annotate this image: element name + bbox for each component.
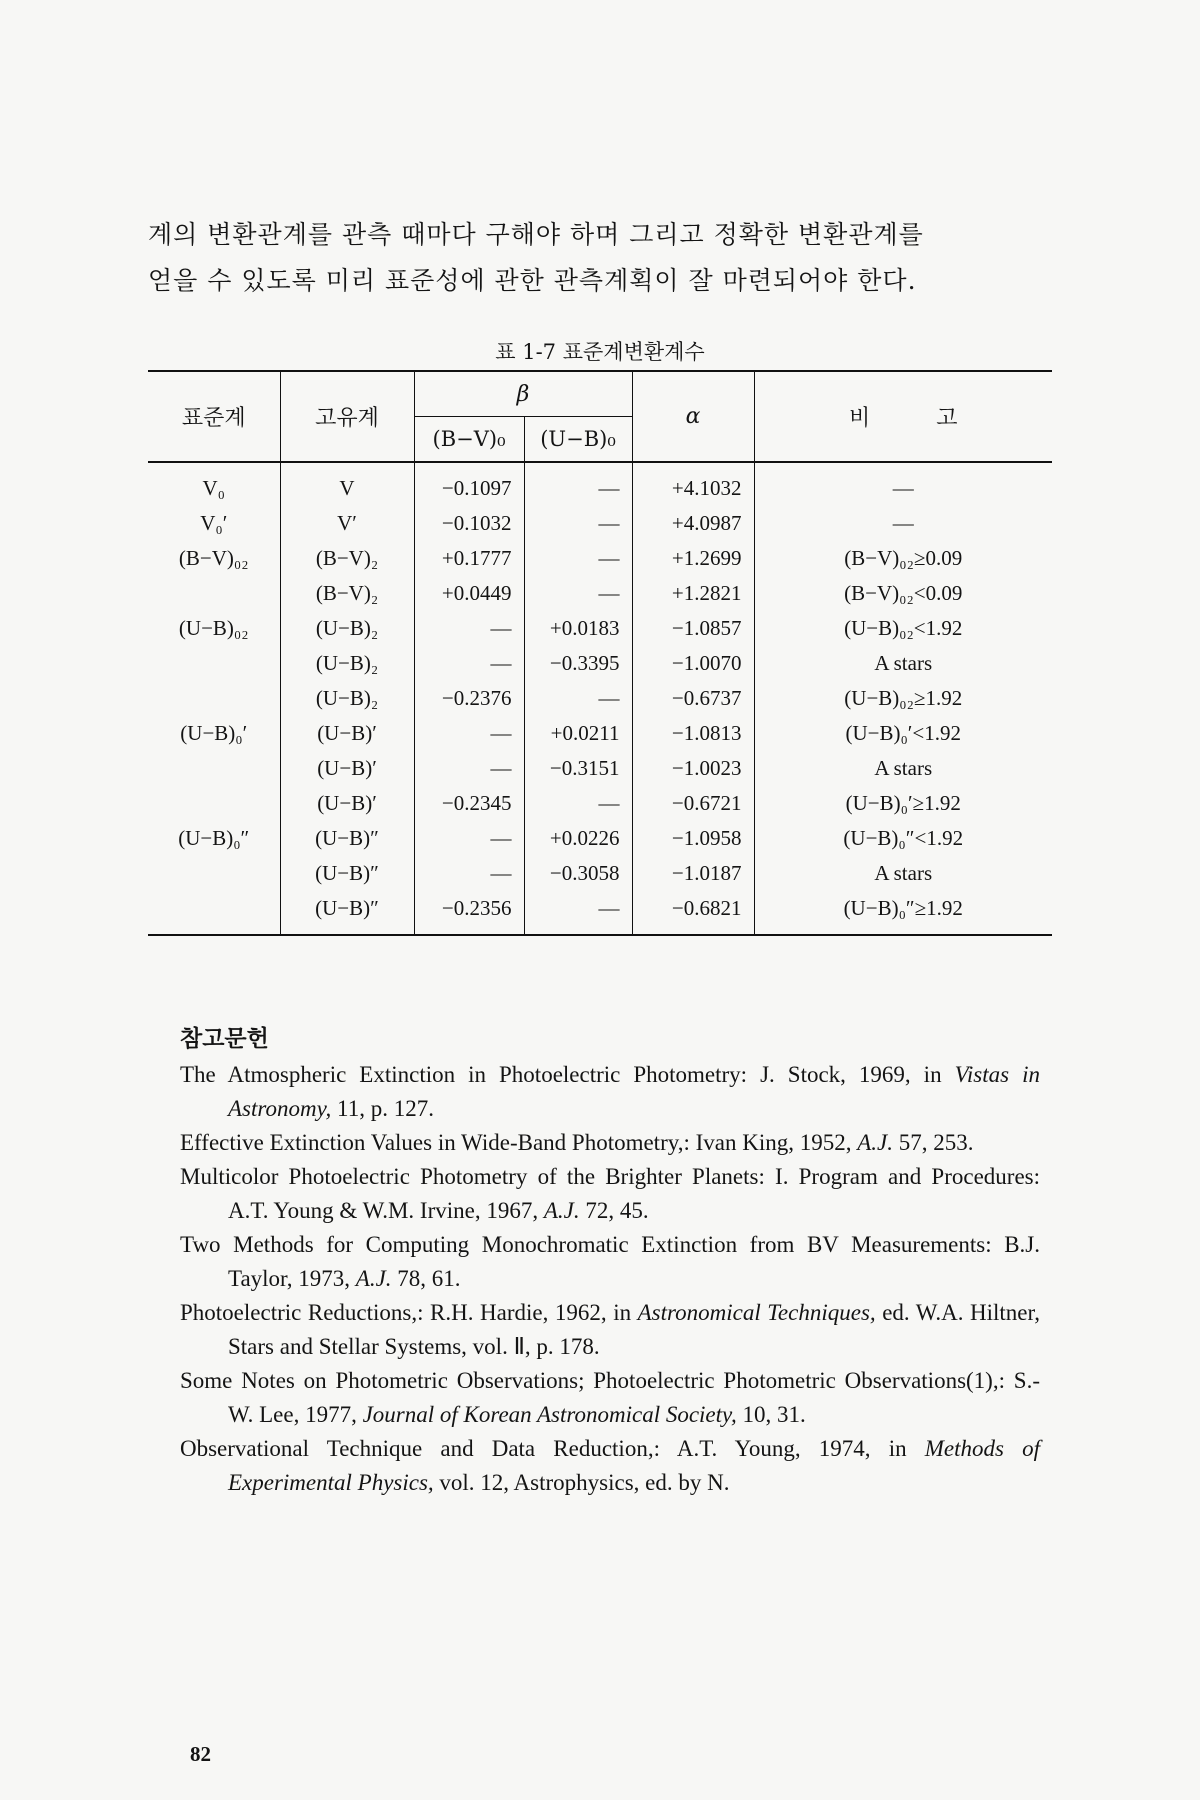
cell-alpha: +4.0987 xyxy=(632,506,754,541)
reference-text: 78, 61. xyxy=(391,1266,461,1291)
cell-beta-ub: −0.3151 xyxy=(524,751,632,786)
reference-text: ed. W.A. Hiltner, Stars and Stellar Systems, vol. Ⅱ, p. 178. xyxy=(228,1300,1040,1359)
cell-alpha: −1.0958 xyxy=(632,821,754,856)
cell-beta-bv: — xyxy=(414,751,524,786)
cell-alpha: +1.2821 xyxy=(632,576,754,611)
reference-text: Journal of Korean Astronomical Society, xyxy=(362,1402,737,1427)
reference-text: Two Methods for Computing Monochromatic Extinction from BV Measurements: B.J. Taylor, 1973, xyxy=(180,1232,1040,1291)
cell-remarks: A stars xyxy=(754,751,1052,786)
cell-instrumental: (U−B)₂ xyxy=(280,611,414,646)
cell-alpha: −1.0187 xyxy=(632,856,754,891)
table-row xyxy=(148,856,1052,891)
table-row xyxy=(148,681,1052,716)
reference-text: A.J. xyxy=(857,1130,894,1155)
conversion-table xyxy=(148,370,1052,936)
table-body xyxy=(148,462,1052,934)
reference-item xyxy=(180,1432,1040,1500)
reference-text: 72, 45. xyxy=(579,1198,649,1223)
cell-beta-bv: +0.0449 xyxy=(414,576,524,611)
cell-beta-ub: — xyxy=(524,681,632,716)
cell-standard xyxy=(148,576,280,611)
reference-text: Photoelectric Reductions,: R.H. Hardie, 1962, in xyxy=(180,1300,638,1325)
header-remarks: 비 고 xyxy=(754,372,1052,462)
cell-remarks: (B−V)₀₂≥0.09 xyxy=(754,541,1052,576)
reference-text: 11, p. 127. xyxy=(331,1096,434,1121)
cell-instrumental: (U−B)″ xyxy=(280,856,414,891)
cell-alpha: +4.1032 xyxy=(632,462,754,506)
table-row xyxy=(148,786,1052,821)
cell-remarks: — xyxy=(754,506,1052,541)
cell-remarks: (U−B)₀₂<1.92 xyxy=(754,611,1052,646)
cell-beta-bv: — xyxy=(414,856,524,891)
cell-beta-ub: — xyxy=(524,506,632,541)
reference-text: 10, 31. xyxy=(736,1402,806,1427)
cell-standard: (U−B)₀″ xyxy=(178,826,250,850)
cell-beta-bv: — xyxy=(414,821,524,856)
cell-remarks: (U−B)₀″≥1.92 xyxy=(754,891,1052,934)
cell-beta-bv: — xyxy=(414,716,524,751)
reference-text: Multicolor Photoelectric Photometry of the Brighter Planets: I. Program and Procedures: A.T. Young & W.M. Irvine, 1967, xyxy=(180,1164,1040,1223)
cell-standard xyxy=(148,646,280,681)
reference-text: A.J. xyxy=(355,1266,392,1291)
reference-text: Observational Technique and Data Reduction,: A.T. Young, 1974, in xyxy=(180,1436,925,1461)
cell-remarks: (U−B)₀′≥1.92 xyxy=(754,786,1052,821)
reference-text: Effective Extinction Values in Wide-Band Photometry,: Ivan King, 1952, xyxy=(180,1130,858,1155)
cell-standard: (U−B)₀′ xyxy=(180,721,248,745)
reference-text: vol. 12, Astrophysics, ed. by N. xyxy=(433,1470,730,1495)
cell-beta-bv: +0.1777 xyxy=(414,541,524,576)
cell-alpha: +1.2699 xyxy=(632,541,754,576)
cell-beta-bv: −0.2356 xyxy=(414,891,524,934)
header-alpha: α xyxy=(632,372,754,462)
cell-standard: (B−V)₀₂ xyxy=(178,546,249,570)
cell-instrumental: (B−V)₂ xyxy=(280,576,414,611)
cell-beta-bv: −0.2376 xyxy=(414,681,524,716)
cell-beta-ub: −0.3395 xyxy=(524,646,632,681)
cell-remarks: (U−B)₀′<1.92 xyxy=(754,716,1052,751)
cell-alpha: −0.6721 xyxy=(632,786,754,821)
cell-alpha: −1.0857 xyxy=(632,611,754,646)
table-caption: 표 1-7 표준계변환계수 xyxy=(495,340,705,364)
cell-instrumental: V′ xyxy=(280,506,414,541)
cell-instrumental: (B−V)₂ xyxy=(280,541,414,576)
table-row xyxy=(148,506,1052,541)
cell-instrumental: (U−B)₂ xyxy=(280,646,414,681)
cell-remarks: A stars xyxy=(754,856,1052,891)
cell-beta-ub: — xyxy=(524,462,632,506)
table-row xyxy=(148,821,1052,856)
cell-remarks: (B−V)₀₂<0.09 xyxy=(754,576,1052,611)
cell-beta-ub: +0.0211 xyxy=(524,716,632,751)
header-standard: 표준계 xyxy=(148,372,280,462)
cell-standard xyxy=(148,891,280,934)
cell-beta-ub: — xyxy=(524,541,632,576)
intro-paragraph xyxy=(148,212,1048,304)
table-row xyxy=(148,611,1052,646)
page-number: 82 xyxy=(190,1742,211,1766)
references-section xyxy=(180,1022,1040,1500)
cell-beta-ub: — xyxy=(524,891,632,934)
cell-beta-ub: — xyxy=(524,576,632,611)
intro-line-1: 계의 변환관계를 관측 때마다 구해야 하며 그리고 정확한 변환관계를 xyxy=(148,220,924,249)
table-row xyxy=(148,646,1052,681)
cell-instrumental: (U−B)′ xyxy=(280,716,414,751)
cell-beta-bv: −0.1032 xyxy=(414,506,524,541)
cell-beta-ub: — xyxy=(524,786,632,821)
reference-item xyxy=(180,1126,1040,1160)
reference-item xyxy=(180,1058,1040,1126)
cell-instrumental: (U−B)″ xyxy=(280,891,414,934)
reference-item xyxy=(180,1296,1040,1364)
cell-remarks: (U−B)₀₂≥1.92 xyxy=(754,681,1052,716)
cell-standard xyxy=(148,786,280,821)
table-row xyxy=(148,541,1052,576)
cell-alpha: −0.6821 xyxy=(632,891,754,934)
references-list xyxy=(180,1058,1040,1500)
header-beta: β xyxy=(414,372,632,417)
cell-beta-bv: — xyxy=(414,611,524,646)
reference-text: Astronomical Techniques, xyxy=(637,1300,876,1325)
table-row xyxy=(148,751,1052,786)
table-row xyxy=(148,716,1052,751)
references-heading: 참고문헌 xyxy=(180,1026,269,1051)
cell-standard xyxy=(148,751,280,786)
cell-beta-bv: — xyxy=(414,646,524,681)
cell-instrumental: (U−B)₂ xyxy=(280,681,414,716)
cell-beta-bv: −0.1097 xyxy=(414,462,524,506)
reference-item xyxy=(180,1228,1040,1296)
cell-alpha: −1.0070 xyxy=(632,646,754,681)
reference-item xyxy=(180,1364,1040,1432)
reference-text: Vistas in Astronomy, xyxy=(228,1062,1040,1121)
reference-text: A.J. xyxy=(543,1198,580,1223)
intro-line-2: 얻을 수 있도록 미리 표준성에 관한 관측계획이 잘 마련되어야 한다. xyxy=(148,266,917,295)
reference-text: The Atmospheric Extinction in Photoelectric Photometry: J. Stock, 1969, in xyxy=(180,1062,955,1087)
header-beta-ub: (U−B)₀ xyxy=(524,417,632,463)
header-instrumental: 고유계 xyxy=(280,372,414,462)
header-beta-bv: (B−V)₀ xyxy=(414,417,524,463)
cell-standard: V₀′ xyxy=(200,511,228,535)
cell-alpha: −1.0813 xyxy=(632,716,754,751)
reference-text: 57, 253. xyxy=(893,1130,974,1155)
cell-beta-ub: +0.0226 xyxy=(524,821,632,856)
cell-alpha: −0.6737 xyxy=(632,681,754,716)
reference-text: Some Notes on Photometric Observations; Photoelectric Photometric Observations(1),: S.-W. Lee, 1977, xyxy=(180,1368,1040,1427)
table-row xyxy=(148,462,1052,506)
cell-beta-ub: +0.0183 xyxy=(524,611,632,646)
cell-standard: (U−B)₀₂ xyxy=(178,616,249,640)
reference-text: Methods of Experimental Physics, xyxy=(228,1436,1040,1495)
cell-alpha: −1.0023 xyxy=(632,751,754,786)
cell-instrumental: (U−B)′ xyxy=(280,786,414,821)
cell-instrumental: (U−B)″ xyxy=(280,821,414,856)
cell-beta-ub: −0.3058 xyxy=(524,856,632,891)
cell-standard xyxy=(148,856,280,891)
table-row xyxy=(148,576,1052,611)
cell-instrumental: (U−B)′ xyxy=(280,751,414,786)
table-row xyxy=(148,891,1052,934)
cell-instrumental: V xyxy=(280,462,414,506)
cell-standard: V₀ xyxy=(202,476,225,500)
cell-remarks: (U−B)₀″<1.92 xyxy=(754,821,1052,856)
cell-standard xyxy=(148,681,280,716)
cell-remarks: — xyxy=(754,462,1052,506)
cell-remarks: A stars xyxy=(754,646,1052,681)
reference-item xyxy=(180,1160,1040,1228)
cell-beta-bv: −0.2345 xyxy=(414,786,524,821)
